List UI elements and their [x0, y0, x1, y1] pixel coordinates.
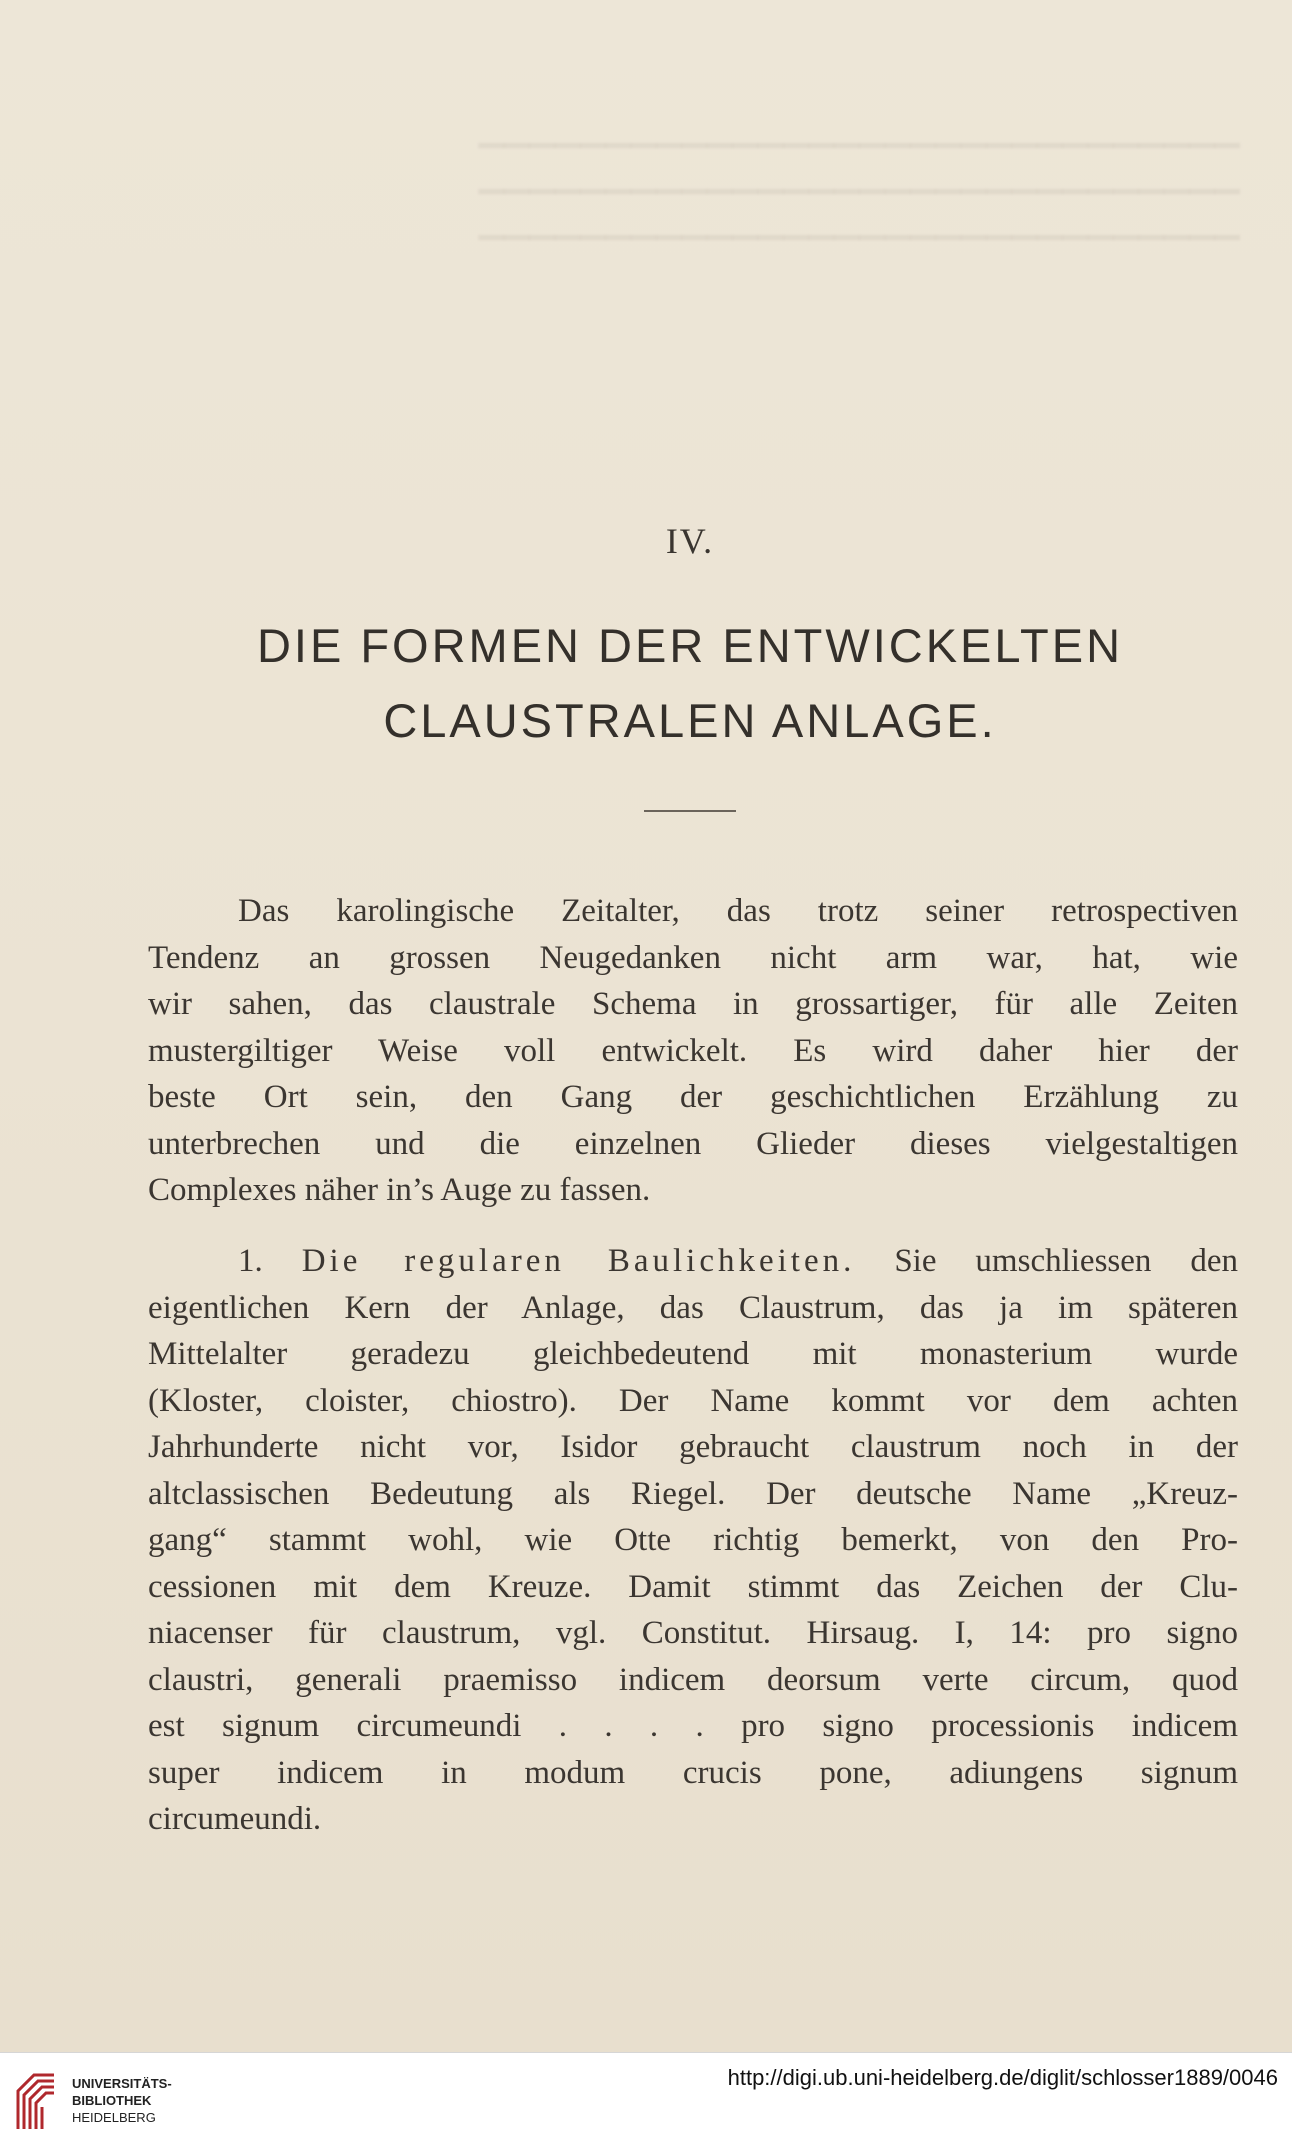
- text-line: niacenser für claustrum, vgl. Constitut. Hirsaug. I, 14: pro signo: [148, 1615, 1238, 1651]
- text-line: beste Ort sein, den Gang der geschichtlichen Erzählung zu: [148, 1079, 1238, 1115]
- show-through-texture: ▔▔▔▔▔▔▔▔▔▔▔▔▔▔▔▔▔▔▔▔▔▔▔▔▔▔▔▔▔▔: [478, 238, 1240, 274]
- text-line: Jahrhunderte nicht vor, Isidor gebraucht claustrum noch in der: [148, 1429, 1238, 1465]
- library-logo-icon[interactable]: [12, 2071, 60, 2133]
- chapter-title-line-2: CLAUSTRALEN ANLAGE.: [383, 694, 997, 747]
- show-through-texture: ▔▔▔▔▔▔▔▔▔▔▔▔▔▔▔▔▔▔▔▔▔▔▔▔▔▔▔▔▔▔: [478, 192, 1240, 228]
- text-line: gang“ stammt wohl, wie Otte richtig bemerkt, von den Pro-: [148, 1522, 1238, 1558]
- text-line: Das karolingische Zeitalter, das trotz seiner retrospectiven: [238, 893, 1238, 929]
- library-name-line: UNIVERSITÄTS-: [72, 2076, 172, 2091]
- text-line: mustergiltiger Weise voll entwickelt. Es wird daher hier der: [148, 1032, 1238, 1069]
- section-number: 1.: [238, 1243, 263, 1279]
- permalink-url[interactable]: http://digi.ub.uni-heidelberg.de/diglit/schlosser1889/0046: [727, 2065, 1278, 2090]
- show-through-texture: ▔▔▔▔▔▔▔▔▔▔▔▔▔▔▔▔▔▔▔▔▔▔▔▔▔▔▔▔▔▔: [478, 146, 1240, 182]
- library-name[interactable]: [72, 2075, 172, 2126]
- text-line: est signum circumeundi . . . . pro signo processionis indicem: [148, 1708, 1238, 1744]
- library-name-line: BIBLIOTHEK: [72, 2093, 152, 2108]
- text-line: Mittelalter geradezu gleichbedeutend mit monasterium wurde: [148, 1336, 1238, 1372]
- text-line: (Kloster, cloister, chiostro). Der Name kommt vor dem achten: [148, 1382, 1238, 1419]
- viewer-footer: [0, 2052, 1292, 2148]
- paragraph-2: [148, 1238, 1238, 1843]
- text-line: unterbrechen und die einzelnen Glieder dieses vielgestaltigen: [148, 1125, 1238, 1162]
- section-heading: Die regularen Baulichkeiten.: [301, 1243, 856, 1279]
- text-line: super indicem in modum crucis pone, adiungens signum: [148, 1754, 1238, 1791]
- text-line: cessionen mit dem Kreuze. Damit stimmt das Zeichen der Clu-: [148, 1568, 1238, 1605]
- text-line: eigentlichen Kern der Anlage, das Claustrum, das ja im späteren: [148, 1289, 1238, 1326]
- chapter-number: IV.: [665, 521, 715, 561]
- section-lead-rest: Sie umschliessen den: [894, 1243, 1238, 1279]
- section-lead-line: [148, 1238, 1238, 1285]
- library-name-line: HEIDELBERG: [72, 2110, 156, 2125]
- title-divider: [644, 810, 736, 812]
- text-line: Tendenz an grossen Neugedanken nicht arm war, hat, wie: [148, 939, 1238, 976]
- text-line: claustri, generali praemisso indicem deorsum verte circum, quod: [148, 1661, 1238, 1698]
- text-line: wir sahen, das claustrale Schema in grossartiger, für alle Zeiten: [148, 986, 1238, 1022]
- text-line: altclassischen Bedeutung als Riegel. Der deutsche Name „Kreuz-: [148, 1475, 1238, 1512]
- chapter-title-line-1: DIE FORMEN DER ENTWICKELTEN: [256, 619, 1124, 672]
- text-line: circumeundi.: [148, 1801, 322, 1837]
- paragraph-1: [148, 888, 1238, 1214]
- text-line: Complexes näher in’s Auge zu fassen.: [148, 1172, 651, 1208]
